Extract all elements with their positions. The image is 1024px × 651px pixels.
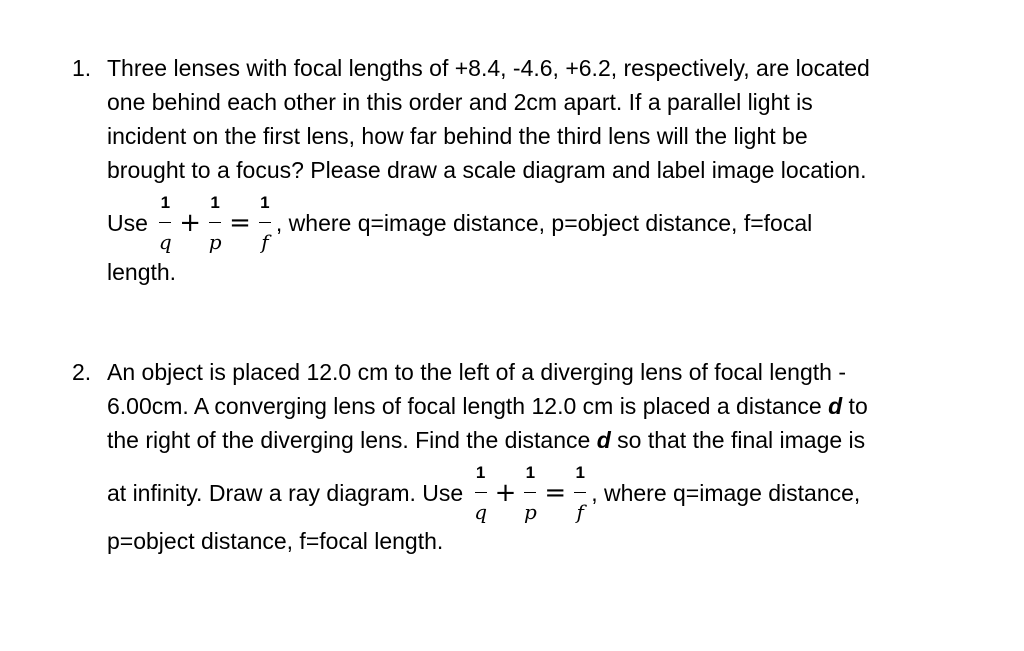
numerator: 1 — [160, 192, 171, 212]
problem-2-line-1: An object is placed 12.0 cm to the left of a diverging lens of focal length - — [107, 359, 846, 385]
denominator-f: f — [576, 499, 584, 524]
variable-d: d — [828, 393, 843, 419]
eq-prefix: at infinity. Draw a ray diagram. Use — [107, 479, 464, 506]
problem-1-line-2: one behind each other in this order and 2cm apart. If a parallel light is — [107, 89, 813, 115]
numerator: 1 — [475, 462, 486, 482]
fraction-bar — [209, 222, 221, 224]
numerator: 1 — [260, 192, 270, 212]
numerator: 1 — [575, 462, 585, 482]
equals-sign: = — [229, 207, 251, 238]
numerator: 1 — [525, 462, 536, 482]
fraction-bar — [524, 492, 536, 494]
problem-2-line-3 — [107, 423, 865, 457]
denominator-p: p — [523, 499, 537, 524]
denominator-q: q — [158, 229, 172, 254]
use-label: Use — [107, 209, 148, 236]
problem-2-line-2-tail: to — [842, 393, 868, 419]
formula-tail: , where q=image distance, p=object distance, f=focal — [275, 209, 813, 236]
equals-sign: = — [544, 477, 567, 508]
fraction-bar — [159, 222, 171, 224]
fraction-1-over-p — [206, 189, 224, 257]
fraction-1-over-q — [156, 189, 174, 257]
numerator: 1 — [210, 192, 220, 212]
problem-1-formula-line — [107, 187, 812, 255]
problem-1-line-4: brought to a focus? Please draw a scale diagram and label image location. — [107, 157, 867, 183]
problem-1-last-line: length. — [107, 259, 177, 285]
denominator-p: p — [208, 229, 222, 254]
plus-sign: + — [179, 207, 202, 238]
fraction-bar — [574, 492, 586, 494]
problem-2-last-line: p=object distance, f=focal length. — [107, 528, 444, 554]
fraction-1-over-q — [472, 459, 490, 527]
problem-1-number: 1. — [72, 55, 92, 81]
problem-2-line-3-text: the right of the diverging lens. Find the distance — [107, 427, 591, 453]
denominator-f: f — [261, 229, 269, 254]
problem-2-line-2-text: 6.00cm. A converging lens of focal length 12.0 cm is placed a distance — [107, 393, 822, 419]
problem-2-formula-line — [107, 457, 860, 525]
problem-2-line-3-tail: so that the final image is — [617, 427, 866, 453]
plus-sign: + — [494, 477, 517, 508]
problem-2-line-2 — [107, 389, 868, 423]
fraction-1-over-f — [256, 189, 274, 257]
problem-1-line-3: incident on the first lens, how far behind the third lens will the light be — [107, 123, 808, 149]
problem-1-line-1: Three lenses with focal lengths of +8.4, -4.6, +6.2, respectively, are located — [107, 55, 870, 81]
formula-tail: , where q=image distance, — [591, 479, 861, 506]
fraction-1-over-f — [571, 459, 589, 527]
variable-d: d — [596, 427, 611, 453]
denominator-q: q — [474, 499, 487, 524]
fraction-bar — [475, 492, 487, 494]
fraction-1-over-p — [521, 459, 539, 527]
fraction-bar — [259, 222, 271, 224]
problem-2-number: 2. — [72, 359, 92, 385]
